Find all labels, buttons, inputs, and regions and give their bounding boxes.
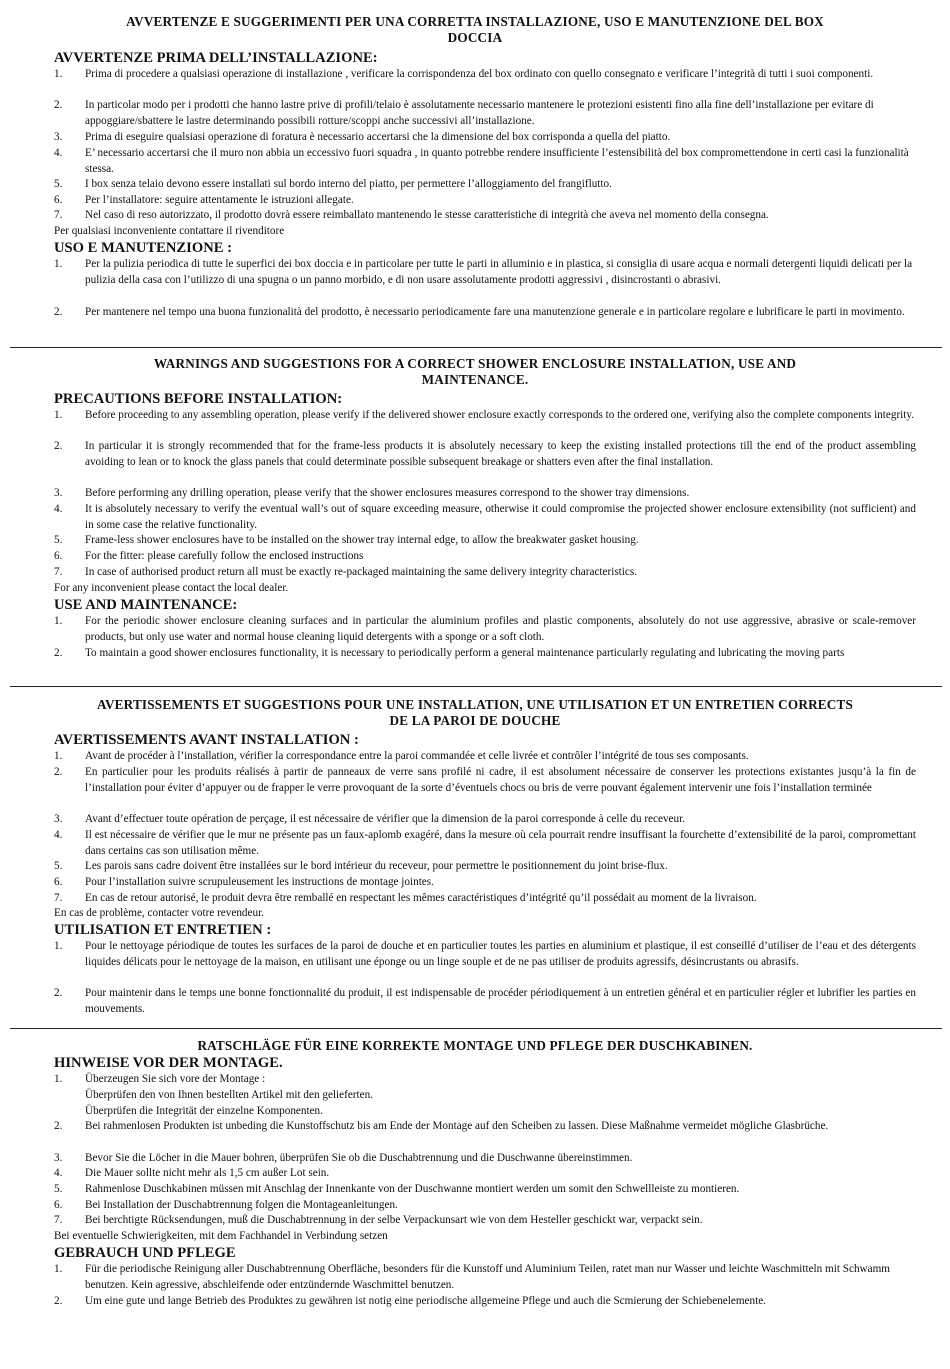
contact-note: En cas de problème, contacter votre revendeur.: [54, 907, 264, 919]
section-divider: [10, 686, 942, 687]
subsection-heading: PRECAUTIONS BEFORE INSTALLATION:: [54, 391, 343, 407]
section-title: WARNINGS AND SUGGESTIONS FOR A CORRECT SHOWER ENCLOSURE INSTALLATION, USE AND MAINTENANCE.: [153, 356, 797, 387]
subsection-heading: UTILISATION ET ENTRETIEN :: [54, 922, 272, 938]
subsection-heading: USO E MANUTENZIONE :: [54, 240, 232, 256]
section-title: RATSCHLÄGE FÜR EINE KORREKTE MONTAGE UND PFLEGE DER DUSCHKABINEN.: [197, 1038, 753, 1053]
section-divider: [10, 347, 942, 348]
contact-note: Bei eventuelle Schwierigkeiten, mit dem Fachhandel in Verbindung setzen: [54, 1230, 388, 1242]
section-title: AVERTISSEMENTS ET SUGGESTIONS POUR UNE INSTALLATION, UNE UTILISATION ET UN ENTRETIEN CORRECTS DE LA PAROI DE DOUCHE: [96, 697, 854, 728]
section-divider: [10, 1028, 942, 1029]
contact-note: Per qualsiasi inconveniente contattare il rivenditore: [54, 225, 285, 237]
subsection-heading: AVERTISSEMENTS AVANT INSTALLATION :: [54, 732, 359, 748]
subsection-heading: GEBRAUCH UND PFLEGE: [54, 1245, 236, 1261]
contact-note: For any inconvenient please contact the local dealer.: [54, 582, 289, 594]
section-title: AVVERTENZE E SUGGERIMENTI PER UNA CORRETTA INSTALLAZIONE, USO E MANUTENZIONE DEL BOX DOCCIA: [126, 14, 824, 45]
subsection-heading: AVVERTENZE PRIMA DELL’INSTALLAZIONE:: [54, 50, 378, 66]
subsection-heading: HINWEISE VOR DER MONTAGE.: [54, 1055, 283, 1071]
subsection-heading: USE AND MAINTENANCE:: [54, 597, 238, 613]
